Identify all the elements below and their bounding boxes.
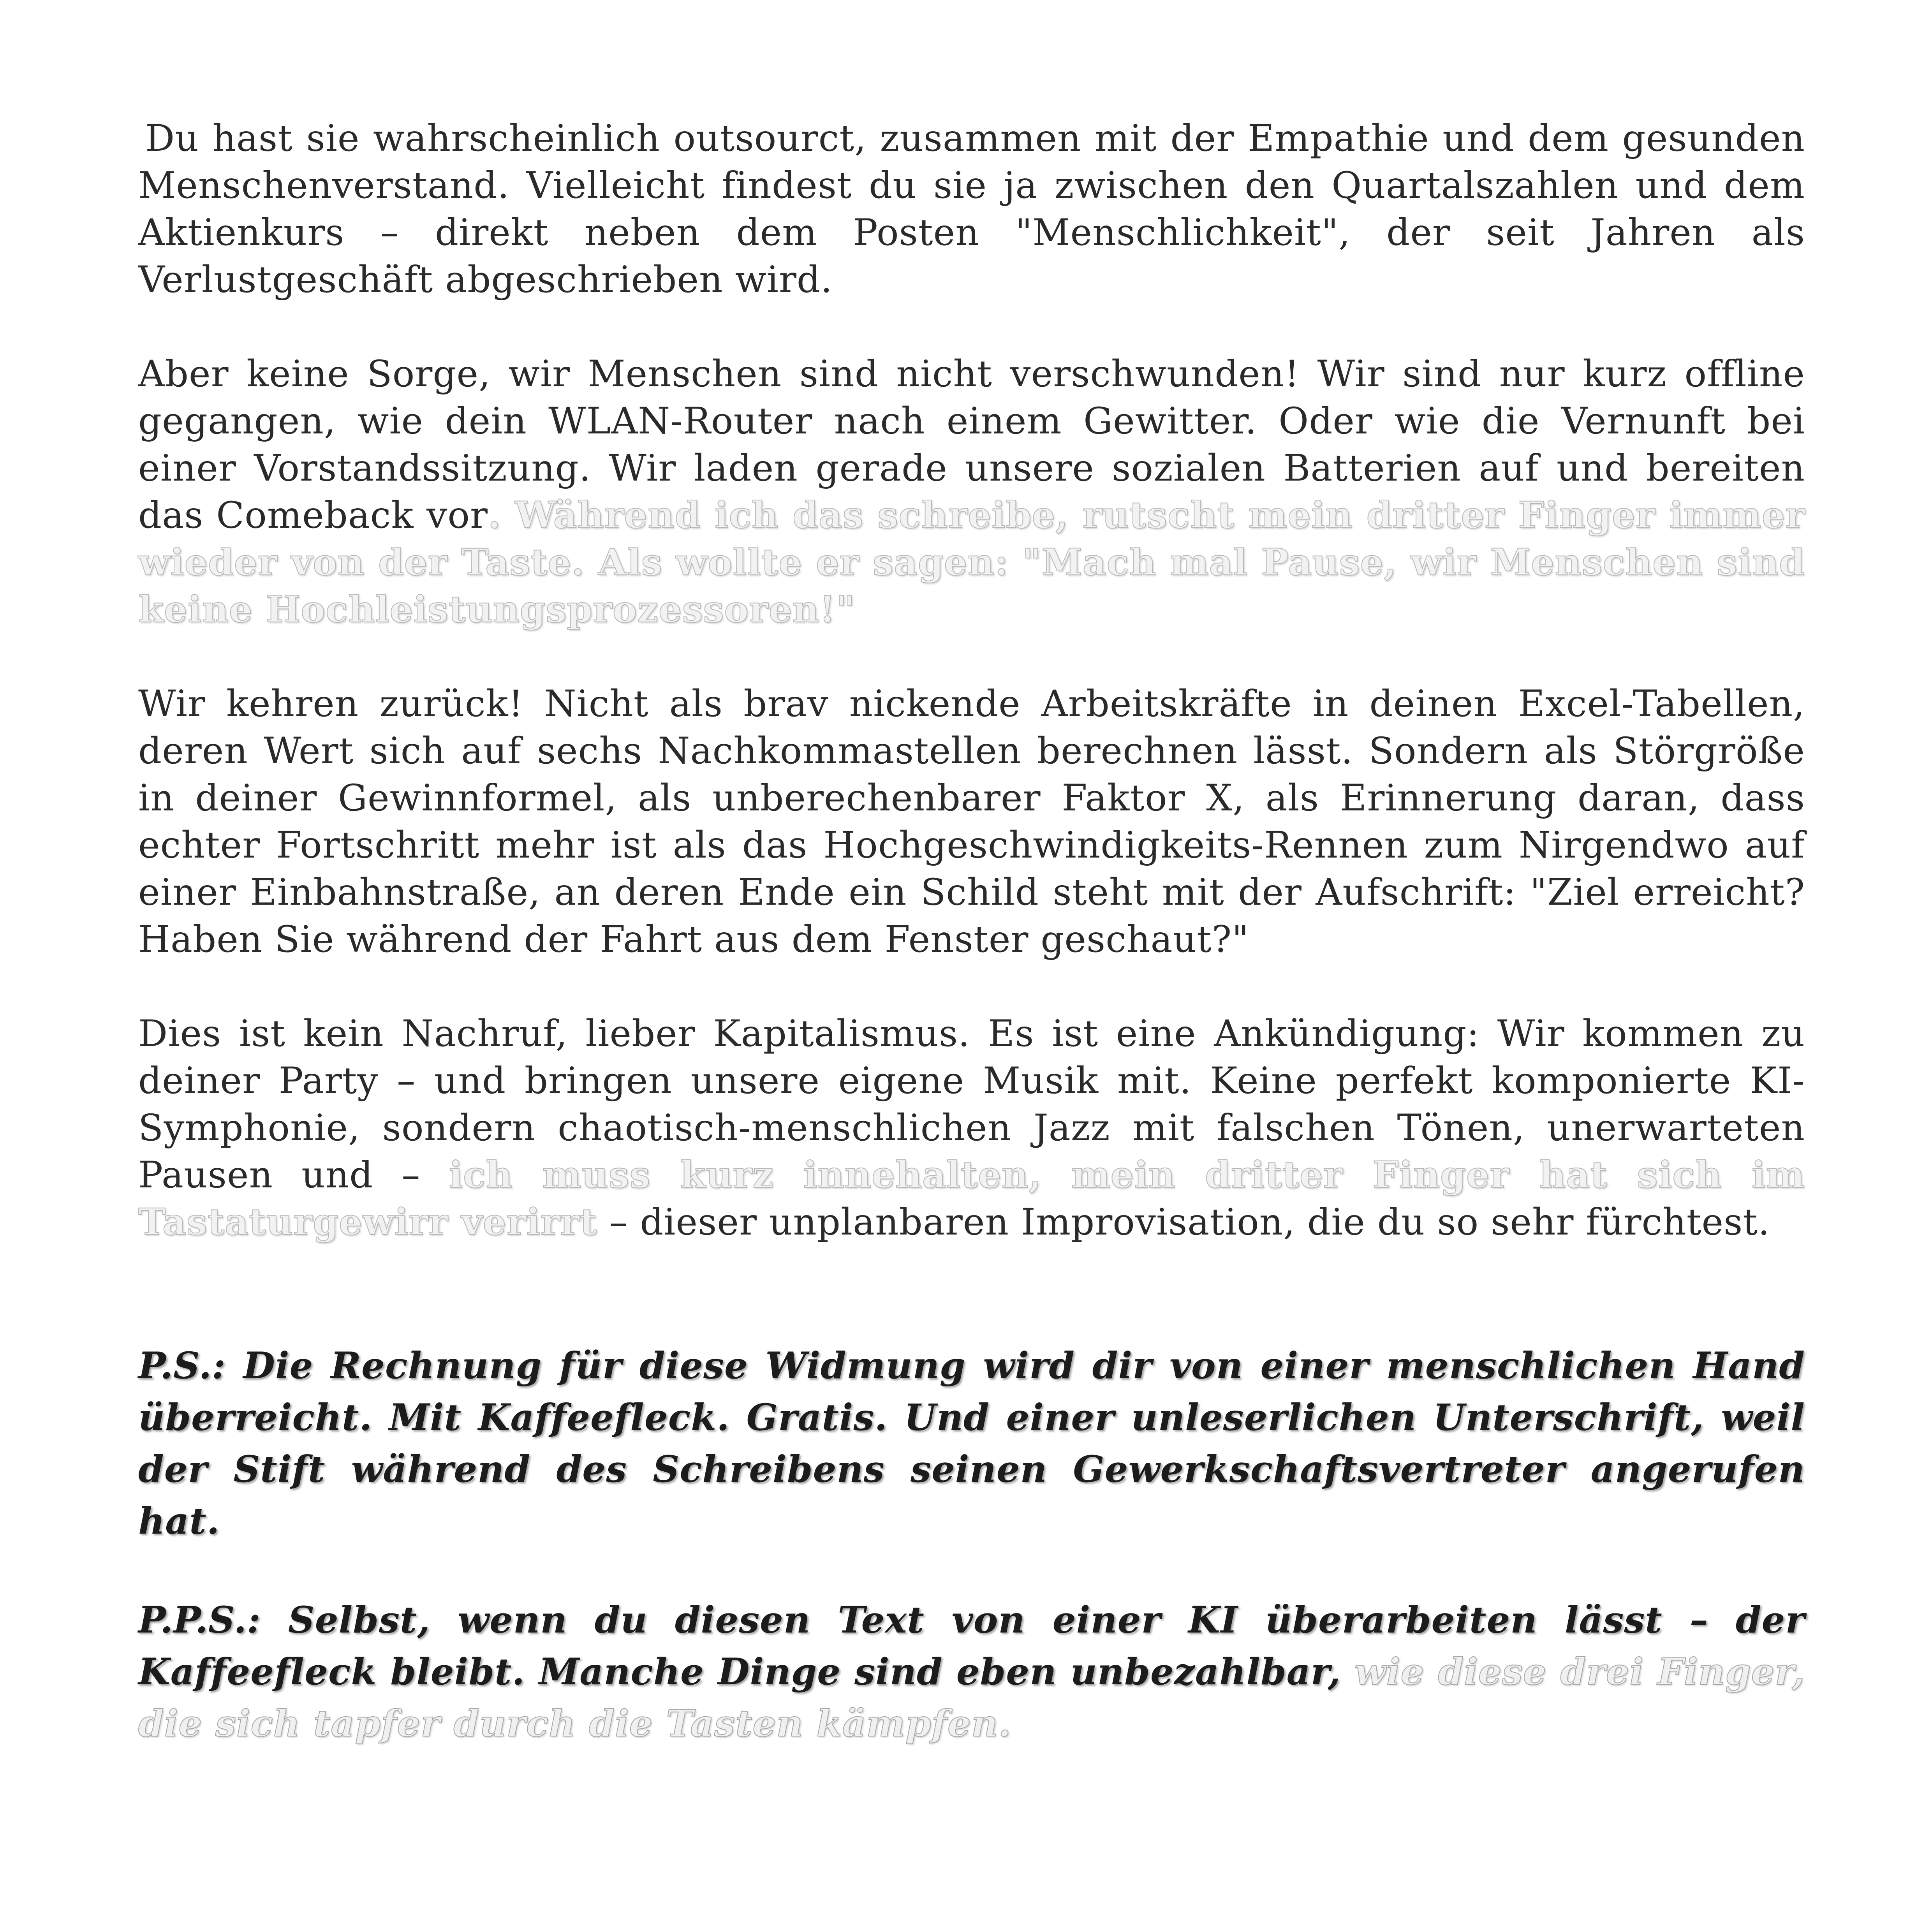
paragraph-comeback-faded-text: . Während ich das schreibe, rutscht mein dritter Finger immer wieder von der Taste. Als wollte er sagen: "Mach mal Pause, wir Menschen sind keine Hochleistungsprozessoren!" (138, 494, 1805, 631)
postscript-1: P.S.: Die Rechnung für diese Widmung wird dir von einer menschlichen Hand überreicht. Mit Kaffeefleck. Gratis. Und einer unleserlichen Unterschrift, weil der Stift während des Schreibens seinen Gewerkschaftsvertreter angerufen hat. (138, 1344, 1805, 1543)
paragraph-announcement-text-b: – dieser unplanbaren Improvisation, die du so sehr fürchtest. (597, 1201, 1770, 1243)
paragraph-return: Wir kehren zurück! Nicht als brav nickende Arbeitskräfte in deinen Excel-Tabellen, deren Wert sich auf sechs Nachkommastellen berechnen lässt. Sondern als Störgröße in deiner Gewinnformel, als unberechenbarer Faktor X, als Erinnerung daran, dass echter Fortschritt mehr ist als das Hochgeschwindigkeits-Rennen zum Nirgendwo auf einer Einbahnstraße, an deren Ende ein Schild steht mit der Aufschrift: "Ziel erreicht? Haben Sie während der Fahrt aus dem Fenster geschaut?" (138, 683, 1805, 961)
postscript-2-faded-text: wie diese drei Finger, die sich tapfer durch die Tasten kämpfen. (138, 1650, 1805, 1745)
postscript-2-text: P.P.S.: Selbst, wenn du diesen Text von einer KI überarbeiten lässt – der Kaffeefleck bleibt. Manche Dinge sind eben unbezahlbar, (138, 1599, 1805, 1693)
paragraph-gap (138, 303, 1805, 350)
paragraph-announcement-faded-text: ich muss kurz innehalten, mein dritter Finger hat sich im Tastaturgewirr verirrt (138, 1154, 1805, 1243)
paragraph-gap (138, 963, 1805, 1010)
paragraph-gap (138, 1547, 1805, 1594)
paragraph-outsourcing: Du hast sie wahrscheinlich outsourct, zusammen mit der Empathie und dem gesunden Menschenverstand. Vielleicht findest du sie ja zwischen den Quartalszahlen und dem Aktienkurs – direkt neben dem Posten "Menschlichkeit", der seit Jahren als Verlustgeschäft abgeschrieben wird. (138, 117, 1805, 301)
paragraph-gap (138, 1246, 1805, 1340)
paragraph-announcement (138, 1010, 1805, 1246)
postscript-2 (138, 1594, 1805, 1750)
paragraph-comeback (138, 350, 1805, 633)
letter-page (138, 115, 1805, 1750)
paragraph-announcement-text-a: Dies ist kein Nachruf, lieber Kapitalismus. Es ist eine Ankündigung: Wir kommen zu deiner Party – und bringen unsere eigene Musik mit. Keine perfekt komponierte KI-Symphonie, sondern chaotisch-menschlichen Jazz mit falschen Tönen, unerwarteten Pausen und – (138, 1013, 1805, 1196)
paragraph-gap (138, 633, 1805, 680)
paragraph-comeback-text: Aber keine Sorge, wir Menschen sind nicht verschwunden! Wir sind nur kurz offline gegangen, wie dein WLAN-Router nach einem Gewitter. Oder wie die Vernunft bei einer Vorstandssitzung. Wir laden gerade unsere sozialen Batterien auf und bereiten das Comeback vor (138, 353, 1805, 537)
